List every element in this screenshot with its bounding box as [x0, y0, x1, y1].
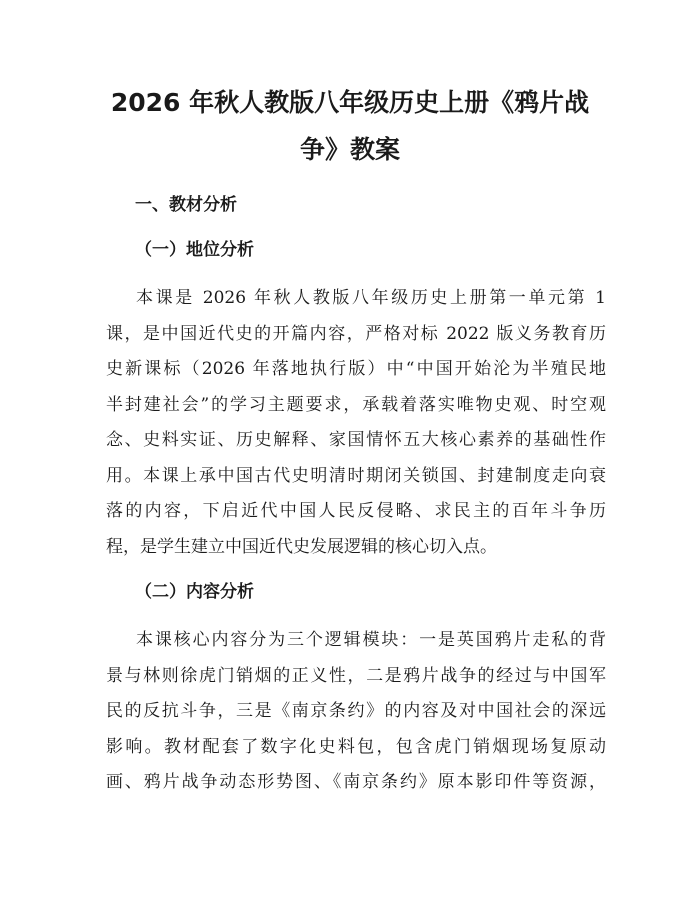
- paragraph-line: 景与林则徐虎门销烟的正义性，二是鸦片战争的经过与中国军: [106, 665, 606, 686]
- paragraph-line: 本课核心内容分为三个逻辑模块：一是英国鸦片走私的背: [136, 630, 606, 650]
- paragraph-position-analysis: [106, 286, 606, 570]
- section-heading-textbook-analysis: 一、教材分析: [135, 195, 237, 215]
- paragraph-line: 影响。教材配套了数字化史料包，包含虎门销烟现场复原动: [106, 736, 606, 757]
- paragraph-line: 半封建社会”的学习主题要求，承载着落实唯物史观、时空观: [106, 394, 606, 415]
- paragraph-line: 民的反抗斗争，三是《南京条约》的内容及对中国社会的深远: [106, 701, 606, 721]
- paragraph-line: 用。本课上承中国古代史明清时期闭关锁国、封建制度走向衰: [106, 465, 606, 486]
- paragraph-line: 本课是 2026 年秋人教版八年级历史上册第一单元第 1: [136, 288, 606, 308]
- paragraph-line: 程，是学生建立中国近代史发展逻辑的核心切入点。: [106, 536, 497, 557]
- subsection-heading-content-analysis: （二）内容分析: [135, 582, 254, 602]
- document-title-line-1: 2026 年秋人教版八年级历史上册《鸦片战: [110, 88, 590, 117]
- paragraph-line: 落的内容，下启近代中国人民反侵略、求民主的百年斗争历: [106, 501, 606, 521]
- paragraph-content-analysis: [106, 628, 606, 806]
- paragraph-line: 画、鸦片战争动态形势图、《南京条约》原本影印件等资源，: [106, 772, 606, 792]
- paragraph-line: 念、史料实证、历史解释、家国情怀五大核心素养的基础性作: [106, 430, 606, 450]
- subsection-heading-position-analysis: （一）地位分析: [135, 240, 254, 260]
- paragraph-line: 史新课标（2026 年落地执行版）中“中国开始沦为半殖民地: [106, 359, 606, 379]
- document-title-line-2: 争》教案: [299, 135, 400, 164]
- paragraph-line: 课，是中国近代史的开篇内容，严格对标 2022 版义务教育历: [106, 323, 606, 344]
